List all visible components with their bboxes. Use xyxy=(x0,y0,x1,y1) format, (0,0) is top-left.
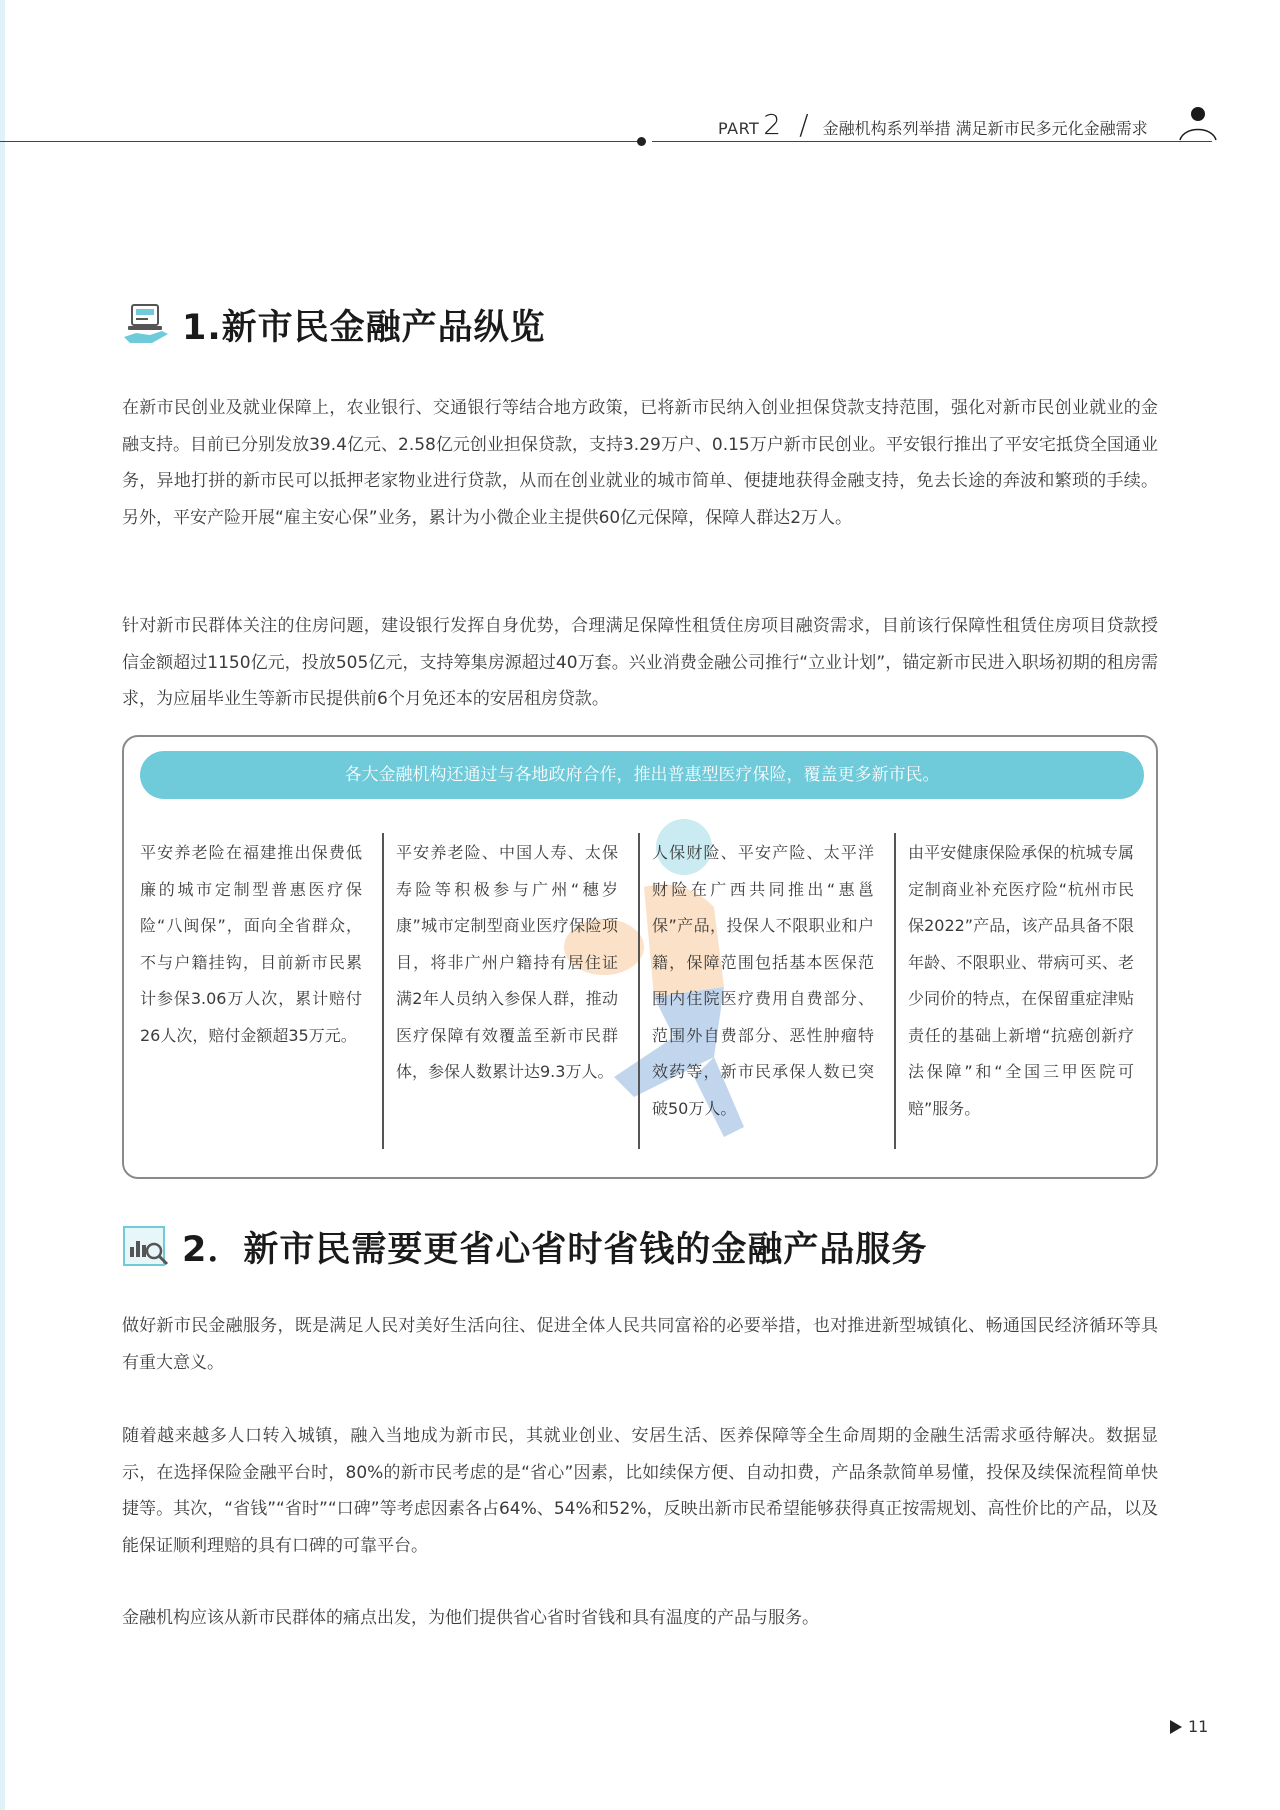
section2-paragraph: 做好新市民金融服务，既是满足人民对美好生活向往、促进全体人民共同富裕的必要举措，也对推进新型城镇化、畅通国民经济循环等具有重大意义。 xyxy=(122,1316,1158,1373)
section2-paragraph: 随着越来越多人口转入城镇，融入当地成为新市民，其就业创业、安居生活、医养保障等全生命周期的金融生活需求亟待解决。数据显示，在选择保险金融平台时，80%的新市民考虑的是“省心”因素，比如续保方便、自动扣费，产品条款简单易懂，投保及续保流程简单快捷等。其次，“省钱”“省时”“口碑”等考虑因素各占64%、54%和52%，反映出新市民希望能够获得真正按需规划、高性价比的产品，以及能保证顺利理赔的具有口碑的可靠平台。 xyxy=(122,1426,1158,1556)
column-divider xyxy=(382,833,384,1149)
page-number-text: 11 xyxy=(1188,1717,1209,1736)
header-rule-left xyxy=(0,141,640,142)
header-rule-dot xyxy=(637,137,646,146)
section2-title: 2．新市民需要更省心省时省钱的金融产品服务 xyxy=(182,1230,928,1270)
section2-heading xyxy=(122,1222,927,1272)
box-column: 人保财险、平安产险、太平洋财险在广西共同推出“惠邕保”产品，投保人不限职业和户籍，保障范围包括基本医保范围内住院医疗费用自费部分、范围外自费部分、恶性肿瘤特效药等，新市民承保人数已突破50万人。 xyxy=(652,843,874,1118)
person-icon xyxy=(1178,104,1218,142)
page-number xyxy=(1170,1717,1208,1736)
insurance-programs-box xyxy=(122,735,1158,1179)
box-banner: 各大金融机构还通过与各地政府合作，推出普惠型医疗保险，覆盖更多新市民。 xyxy=(140,751,1144,799)
part-number: 2 xyxy=(763,108,782,141)
section2-paragraph: 金融机构应该从新市民群体的痛点出发，为他们提供省心省时省钱和具有温度的产品与服务。 xyxy=(122,1608,819,1628)
laptop-hand-icon xyxy=(122,301,170,349)
section1-paragraph: 在新市民创业及就业保障上，农业银行、交通银行等结合地方政策，已将新市民纳入创业担保贷款支持范围，强化对新市民创业就业的金融支持。目前已分别发放39.4亿元、2.58亿元创业担保贷款，支持3.29万户、0.15万户新市民创业。平安银行推出了平安宅抵贷全国通业务，异地打拼的新市民可以抵押老家物业进行贷款，从而在创业就业的城市简单、便捷地获得金融支持，免去长途的奔波和繁琐的手续。另外，平安产险开展“雇主安心保”业务，累计为小微企业主提供60亿元保障，保障人群达2万人。 xyxy=(122,398,1158,528)
section1-paragraph: 针对新市民群体关注的住房问题，建设银行发挥自身优势，合理满足保障性租赁住房项目融资需求，目前该行保障性租赁住房项目贷款授信金额超过1150亿元，投放505亿元，支持筹集房源超过40万套。兴业消费金融公司推行“立业计划”，锚定新市民进入职场初期的租房需求，为应届毕业生等新市民提供前6个月免还本的安居租房贷款。 xyxy=(122,616,1158,709)
header-slash: / xyxy=(799,108,809,141)
chart-magnifier-icon xyxy=(122,1223,170,1271)
column-divider xyxy=(894,833,896,1149)
part-title: 金融机构系列举措 满足新市民多元化金融需求 xyxy=(822,119,1148,138)
section1-title: 1.新市民金融产品纵览 xyxy=(182,308,546,348)
box-column: 平安养老险在福建推出保费低廉的城市定制型普惠医疗保险“八闽保”，面向全省群众，不与户籍挂钩，目前新市民累计参保3.06万人次，累计赔付26人次，赔付金额超35万元。 xyxy=(140,843,362,1045)
running-header xyxy=(718,108,1148,140)
box-column: 由平安健康保险承保的杭城专属定制商业补充医疗险“杭州市民保2022”产品，该产品具备不限年龄、不限职业、带病可买、老少同价的特点，在保留重症津贴责任的基础上新增“抗癌创新疗法保障”和“全国三甲医院可赔”服务。 xyxy=(908,843,1134,1118)
section1-heading xyxy=(122,300,546,350)
play-arrow-icon xyxy=(1170,1720,1182,1734)
header-rule-right xyxy=(652,141,1212,142)
box-column: 平安养老险、中国人寿、太保寿险等积极参与广州“穗岁康”城市定制型商业医疗保险项目，将非广州户籍持有居住证满2年人员纳入参保人群，推动医疗保障有效覆盖至新市民群体，参保人数累计达9.3万人。 xyxy=(396,843,618,1081)
part-label: PART xyxy=(718,119,760,138)
column-divider xyxy=(638,833,640,1149)
left-accent-bar xyxy=(0,0,5,1810)
